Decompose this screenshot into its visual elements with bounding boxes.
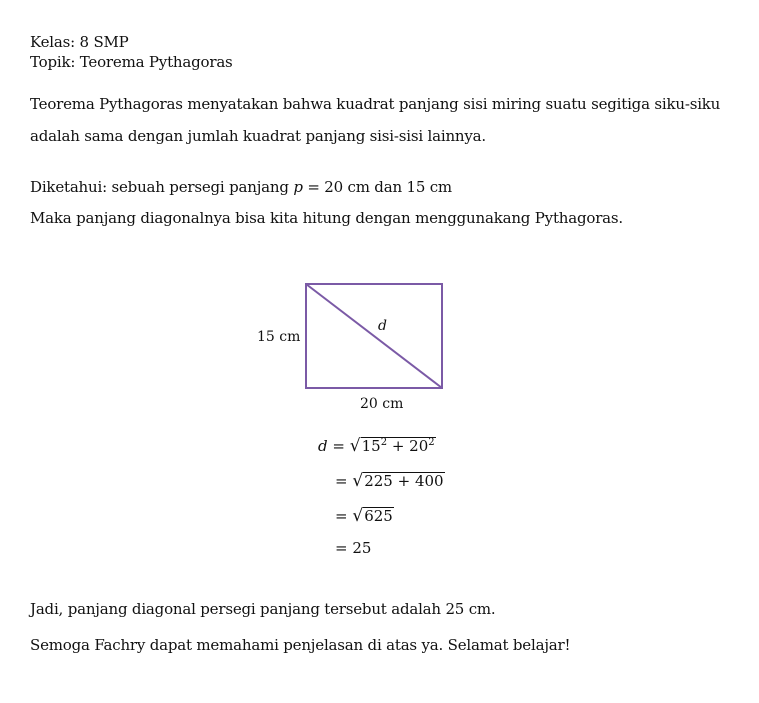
rectangle-svg <box>250 270 510 420</box>
bottom-length-label: 20 cm <box>360 396 404 412</box>
sqrt-expression-1: $√15^2 + 20^2$ <box>349 436 435 456</box>
calc-step-1 <box>318 436 436 456</box>
calc-step-3 <box>335 506 394 526</box>
diagonal-line <box>306 284 442 388</box>
diagonal-label: d <box>378 318 387 334</box>
calc-exp-a: 2 <box>380 437 388 448</box>
calc-equals-4: = <box>335 539 348 557</box>
method-line: Maka panjang diagonalnya bisa kita hitung dengan menggunakang Pythagoras. <box>30 209 623 227</box>
conclusion-line: Jadi, panjang diagonal persegi panjang tersebut adalah 25 cm. <box>30 600 496 618</box>
intro-line-2: adalah sama dengan jumlah kuadrat panjang sisi-sisi lainnya. <box>30 127 486 145</box>
calc-term-a: 15 <box>361 437 381 455</box>
given-prefix: Diketahui: sebuah persegi panjang <box>30 178 294 196</box>
given-variable: p <box>293 178 303 196</box>
calc-plus: + <box>387 437 410 455</box>
calc-step-3-value: 625 <box>364 507 393 525</box>
sqrt-expression-3: √625 <box>352 506 393 526</box>
calc-step-2-value: 225 + 400 <box>364 472 444 490</box>
calc-step-2 <box>335 471 445 491</box>
side-length-label: 15 cm <box>257 329 301 345</box>
topic-label: Topik: Teorema Pythagoras <box>30 53 233 71</box>
calc-equals-2: = <box>335 472 348 490</box>
calc-lhs: d <box>318 437 328 455</box>
calc-exp-b: 2 <box>428 437 435 448</box>
rectangle-diagram <box>250 270 510 424</box>
calc-equals-3: = <box>335 507 348 525</box>
closing-line: Semoga Fachry dapat memahami penjelasan di atas ya. Selamat belajar! <box>30 636 571 654</box>
sqrt-expression-2: √225 + 400 <box>352 471 444 491</box>
calc-result: 25 <box>352 539 372 557</box>
calc-equals-1: = <box>332 437 345 455</box>
given-equation: = 20 cm dan 15 cm <box>302 178 452 196</box>
calc-term-b: 20 <box>409 437 429 455</box>
calc-step-4 <box>335 539 371 557</box>
grade-label: Kelas: 8 SMP <box>30 33 129 51</box>
intro-line-1: Teorema Pythagoras menyatakan bahwa kuadrat panjang sisi miring suatu segitiga siku-siku <box>30 95 721 113</box>
given-line <box>30 178 452 196</box>
